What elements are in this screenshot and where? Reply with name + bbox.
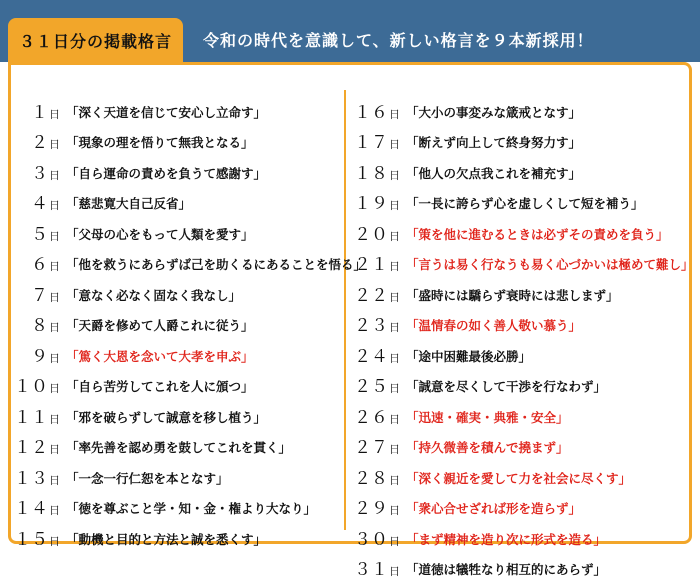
day-value: １ [31,103,48,123]
day-value: １７ [354,133,388,153]
day-number [352,403,400,428]
day-value: ３１ [354,560,388,580]
day-suffix: 日 [389,565,400,578]
maxim-text: 「大小の事変みな箴戒となす」 [406,103,581,123]
maxim-row [12,275,366,306]
maxim-row [12,519,366,550]
day-value: １８ [354,164,388,184]
maxim-row [12,428,366,459]
day-number [12,98,60,123]
day-suffix: 日 [389,169,400,182]
day-value: ５ [31,225,48,245]
day-suffix: 日 [49,474,60,487]
new-maxim-text: 「まず精神を造り次に形式を造る」 [406,530,606,550]
maxim-text: 「天爵を修めて人爵これに従う」 [66,316,254,336]
day-suffix: 日 [389,352,400,365]
day-suffix: 日 [49,443,60,456]
day-value: ３０ [354,530,388,550]
maxim-row [352,306,694,337]
day-value: ２７ [354,438,388,458]
maxim-row [352,428,694,459]
maxim-text: 「深く天道を信じて安心し立命す」 [66,103,266,123]
day-value: ２３ [354,316,388,336]
day-value: １９ [354,194,388,214]
day-suffix: 日 [49,413,60,426]
maxim-text: 「動機と目的と方法と誠を悉くす」 [66,530,266,550]
right-column [352,92,694,580]
day-number [12,403,60,428]
maxim-row [12,367,366,398]
day-suffix: 日 [389,138,400,151]
day-value: ９ [31,347,48,367]
new-maxim-text: 「迅速・確実・典雅・安全」 [406,408,569,428]
day-value: ２９ [354,499,388,519]
maxim-row [12,397,366,428]
maxim-text: 「徳を尊ぶこと学・知・金・権より大なり」 [66,499,316,519]
day-suffix: 日 [389,199,400,212]
day-number [352,311,400,336]
headline: 令和の時代を意識して、新しい格言を９本新採用！ [203,28,594,51]
maxim-text: 「盛時には驕らず衰時には悲しまず」 [406,286,619,306]
day-value: ２ [31,133,48,153]
day-number [12,281,60,306]
page-title: ３１日分の掲載格言 [8,18,183,62]
day-suffix: 日 [49,535,60,548]
day-number [352,555,400,580]
day-number [352,220,400,245]
maxim-row [352,92,694,123]
day-suffix: 日 [389,108,400,121]
day-number [12,525,60,550]
new-maxim-text: 「言うは易く行なうも易く心づかいは極めて難し」 [406,255,694,275]
day-number [352,433,400,458]
day-number [12,433,60,458]
maxim-text: 「他を救うにあらずば己を助くるにあることを悟る」 [66,255,366,275]
day-suffix: 日 [49,291,60,304]
day-suffix: 日 [389,382,400,395]
day-value: ２８ [354,469,388,489]
day-number [12,128,60,153]
day-number [352,494,400,519]
maxim-row [352,489,694,520]
maxim-text: 「自ら苦労してこれを人に頒つ」 [66,377,254,397]
day-number [352,342,400,367]
maxim-row [352,275,694,306]
day-suffix: 日 [389,260,400,273]
maxim-text: 「一念一行仁恕を本となす」 [66,469,229,489]
new-maxim-text: 「策を他に進むるときは必ずその責めを負う」 [406,225,669,245]
day-number [12,464,60,489]
day-value: １６ [354,103,388,123]
day-value: ６ [31,255,48,275]
day-suffix: 日 [49,382,60,395]
maxim-row [352,123,694,154]
maxim-row [12,245,366,276]
day-value: ２１ [354,255,388,275]
day-suffix: 日 [389,230,400,243]
day-value: ８ [31,316,48,336]
day-value: ３ [31,164,48,184]
maxim-row [352,153,694,184]
day-number [352,98,400,123]
maxim-text: 「一長に誇らず心を虚しくして短を補う」 [406,194,644,214]
maxim-text: 「率先善を認め勇を鼓してこれを貫く」 [66,438,291,458]
day-number [12,250,60,275]
day-value: ２０ [354,225,388,245]
maxim-text: 「他人の欠点我これを補充す」 [406,164,581,184]
day-suffix: 日 [389,321,400,334]
maxim-row [12,153,366,184]
day-value: ７ [31,286,48,306]
day-suffix: 日 [389,504,400,517]
day-number [12,311,60,336]
maxim-text: 「父母の心をもって人類を愛す」 [66,225,254,245]
maxim-text: 「途中困難最後必勝」 [406,347,531,367]
day-number [352,189,400,214]
maxim-row [352,397,694,428]
maxim-row [12,458,366,489]
day-number [352,464,400,489]
new-maxim-text: 「篤く大恩を念いて大孝を申ぶ」 [66,347,254,367]
day-suffix: 日 [389,535,400,548]
day-suffix: 日 [49,321,60,334]
maxim-text: 「自ら運命の責めを負うて感謝す」 [66,164,266,184]
maxim-row [352,184,694,215]
new-maxim-text: 「衆心合せざれば形を造らず」 [406,499,581,519]
maxim-row [352,214,694,245]
day-number [12,220,60,245]
day-number [352,128,400,153]
day-suffix: 日 [49,504,60,517]
maxim-row [352,519,694,550]
maxim-text: 「邪を破らずして誠意を移し植う」 [66,408,266,428]
day-number [12,342,60,367]
maxim-row [12,336,366,367]
maxim-row [12,214,366,245]
day-suffix: 日 [389,474,400,487]
day-value: １２ [14,438,48,458]
day-number [352,281,400,306]
day-value: １０ [14,377,48,397]
day-value: １５ [14,530,48,550]
maxim-row [352,336,694,367]
day-number [352,159,400,184]
day-number [12,372,60,397]
day-value: １４ [14,499,48,519]
maxim-row [12,184,366,215]
maxim-text: 「断えず向上して終身努力す」 [406,133,581,153]
day-value: ４ [31,194,48,214]
day-suffix: 日 [49,108,60,121]
day-value: ２２ [354,286,388,306]
maxim-row [12,123,366,154]
day-value: １１ [14,408,48,428]
day-value: １３ [14,469,48,489]
day-suffix: 日 [49,260,60,273]
day-number [352,372,400,397]
left-column [12,92,366,550]
day-suffix: 日 [389,291,400,304]
maxim-row [352,245,694,276]
day-suffix: 日 [49,169,60,182]
maxim-row [12,306,366,337]
day-suffix: 日 [49,199,60,212]
new-maxim-text: 「持久微善を積んで撓まず」 [406,438,569,458]
maxim-text: 「慈悲寛大自己反省」 [66,194,191,214]
day-value: ２４ [354,347,388,367]
day-suffix: 日 [389,443,400,456]
day-number [12,159,60,184]
maxim-row [12,489,366,520]
day-value: ２６ [354,408,388,428]
day-number [12,494,60,519]
maxim-text: 「誠意を尽くして干渉を行なわず」 [406,377,606,397]
maxim-row [12,92,366,123]
maxim-row [352,550,694,580]
maxim-text: 「道徳は犠牲なり相互的にあらず」 [406,560,606,580]
new-maxim-text: 「深く親近を愛して力を社会に尽くす」 [406,469,631,489]
day-number [352,250,400,275]
maxim-text: 「意なく必なく固なく我なし」 [66,286,241,306]
day-suffix: 日 [49,230,60,243]
maxim-text: 「現象の理を悟りて無我となる」 [66,133,254,153]
day-number [352,525,400,550]
new-maxim-text: 「温情春の如く善人敬い慕う」 [406,316,581,336]
day-value: ２５ [354,377,388,397]
day-suffix: 日 [49,352,60,365]
day-suffix: 日 [389,413,400,426]
day-number [12,189,60,214]
maxim-row [352,367,694,398]
maxim-row [352,458,694,489]
day-suffix: 日 [49,138,60,151]
